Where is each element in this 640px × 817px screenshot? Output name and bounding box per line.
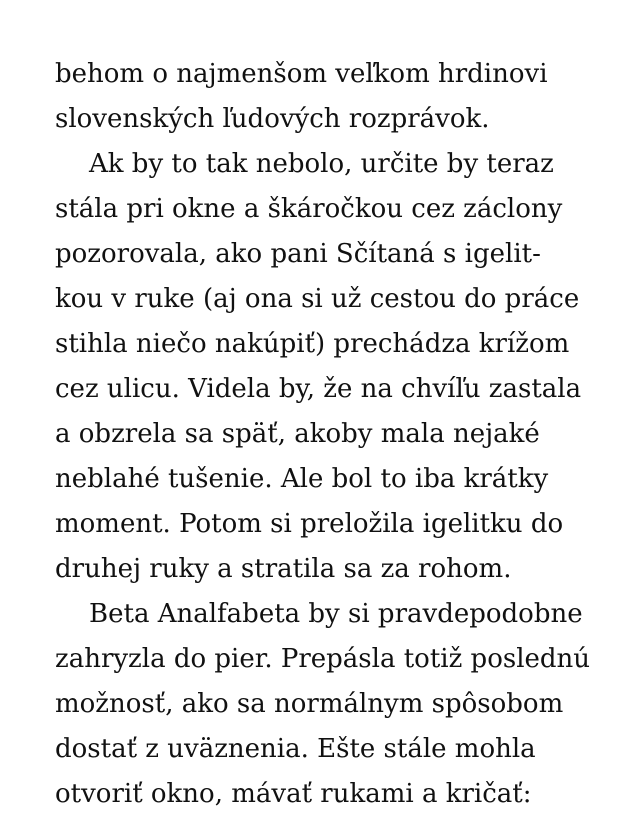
text-line-indented: Ak by to tak nebolo, určite by teraz bbox=[89, 149, 554, 179]
text-line: moment. Potom si preložila igelitku do bbox=[55, 509, 564, 539]
text-line: zahryzla do pier. Prepásla totiž poslednú bbox=[55, 644, 591, 674]
text-line: slovenských ľudových rozprávok. bbox=[55, 104, 490, 134]
text-line: pozorovala, ako pani Sčítaná s igelit- bbox=[55, 239, 541, 269]
text-line: behom o najmenšom veľkom hrdinovi bbox=[55, 59, 548, 89]
text-line: neblahé tušenie. Ale bol to iba krátky bbox=[55, 464, 549, 494]
text-line: dostať z uväznenia. Ešte stále mohla bbox=[55, 734, 536, 764]
text-line-indented: Beta Analfabeta by si pravdepodobne bbox=[89, 599, 583, 629]
text-line: druhej ruky a stratila sa za rohom. bbox=[55, 554, 512, 584]
text-line: možnosť, ako sa normálnym spôsobom bbox=[55, 689, 564, 719]
text-line: kou v ruke (aj ona si už cestou do práce bbox=[55, 284, 580, 314]
text-line: a obzrela sa späť, akoby mala nejaké bbox=[55, 419, 540, 449]
text-line: stihla niečo nakúpiť) prechádza krížom bbox=[55, 329, 570, 359]
text-line: otvoriť okno, mávať rukami a kričať: bbox=[55, 779, 532, 809]
text-line: stála pri okne a škáročkou cez záclony bbox=[55, 194, 563, 224]
body-text bbox=[55, 52, 595, 817]
text-line: cez ulicu. Videla by, že na chvíľu zastala bbox=[55, 374, 582, 404]
